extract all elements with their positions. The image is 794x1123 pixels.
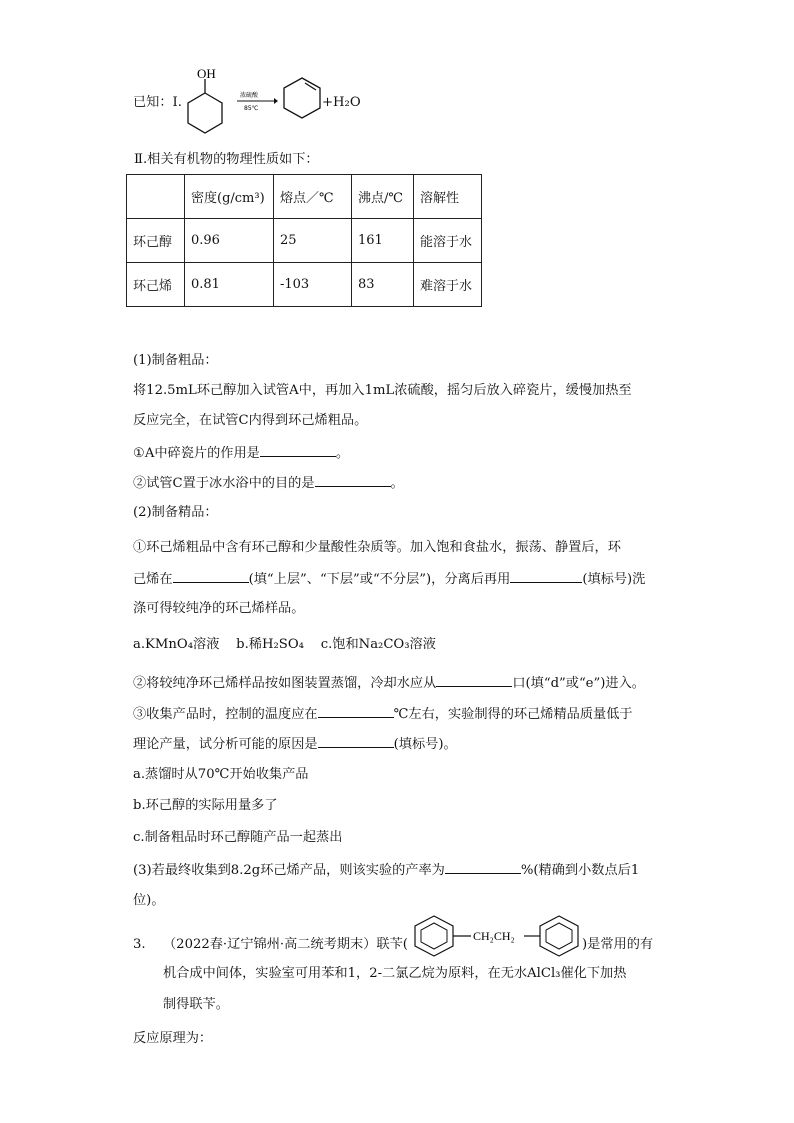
table-cell: 161 — [352, 219, 414, 263]
q3-text-a: (3)若最终收集到8.2g环己烯产品，则该实验的产率为 — [133, 863, 445, 878]
table-cell — [127, 175, 185, 219]
reason-b: b.环己醇的实际用量多了 — [133, 798, 278, 813]
answer-blank[interactable] — [510, 569, 582, 583]
option-b: b.稀H₂SO₄ — [236, 637, 304, 652]
answer-blank[interactable] — [318, 704, 394, 718]
q2a-text-c: (填标号)洗 — [582, 572, 646, 587]
q2b-text: ②将较纯净环己烯样品按如图装置蒸馏，冷却水应从 — [133, 676, 437, 691]
table-cell: 83 — [352, 263, 414, 307]
item3-line1-post: )是常用的有 — [582, 937, 654, 952]
table-cell: 沸点/℃ — [352, 175, 414, 219]
q2b — [133, 673, 645, 693]
table-cell: 环己烯 — [127, 263, 185, 307]
option-a: a.KMnO₄溶液 — [133, 637, 220, 652]
item3-number: 3. — [133, 937, 146, 952]
q2a-line1: ①环己烯粗品中含有环己醇和少量酸性杂质等。加入饱和食盐水，振荡、静置后，环 — [133, 540, 621, 555]
p1-line2: 反应完全，在试管C内得到环己烯粗品。 — [133, 413, 368, 428]
reaction-arrow — [236, 90, 278, 114]
item3-line1-pre: （2022春·辽宁锦州·高二统考期末）联苄( — [163, 937, 408, 952]
oh-label: OH — [197, 66, 216, 81]
answer-blank[interactable] — [318, 734, 394, 748]
q1b-end: 。 — [390, 476, 404, 491]
answer-blank[interactable] — [260, 443, 336, 457]
q1a-text: ①A中碎瓷片的作用是 — [133, 446, 260, 461]
q1b-text: ②试管C置于冰水浴中的目的是 — [133, 476, 315, 491]
q2a-line3: 涤可得较纯净的环己烯样品。 — [133, 601, 305, 616]
q2c-text-b: ℃左右，实验制得的环己烯精品质量低于 — [393, 707, 633, 722]
bibenzyl-structure — [410, 914, 584, 958]
reagent-top: 浓硫酸 — [240, 92, 259, 99]
q2c-text-c: 理论产量，试分析可能的原因是 — [133, 737, 318, 752]
reason-a: a.蒸馏时从70℃开始收集产品 — [133, 767, 309, 782]
table-cell: 难溶于水 — [414, 263, 482, 307]
given-label: 已知：Ⅰ. — [133, 95, 182, 110]
product-suffix: +H₂O — [322, 95, 361, 110]
answer-blank[interactable] — [436, 673, 512, 687]
reaction-title: 反应原理为： — [133, 1031, 213, 1046]
item3-line2: 机合成中间体，实验室可用苯和1，2-二氯乙烷为原料，在无水AlCl₃催化下加热 — [163, 966, 627, 981]
q3-text-b: %(精确到小数点后1 — [520, 863, 640, 878]
table-cell: 溶解性 — [414, 175, 482, 219]
q3-line2: 位)。 — [133, 893, 165, 908]
p1-title: (1)制备粗品： — [133, 353, 218, 368]
answer-blank[interactable] — [173, 569, 249, 583]
table-cell: 环己醇 — [127, 219, 185, 263]
q2a-text-b: (填“上层”、“下层”或“不分层”)，分离后再用 — [248, 572, 511, 587]
answer-blank[interactable] — [315, 473, 391, 487]
table-row — [127, 263, 482, 307]
p2-title: (2)制备精品： — [133, 505, 218, 520]
properties-table — [126, 174, 482, 307]
props-heading: Ⅱ.相关有机物的物理性质如下： — [134, 152, 319, 167]
item3-line3: 制得联苄。 — [163, 997, 229, 1012]
table-cell: 熔点／℃ — [274, 175, 352, 219]
table-cell: 25 — [274, 219, 352, 263]
p1-line1: 将12.5mL环己醇加入试管A中，再加入1mL浓硫酸，摇匀后放入碎瓷片，缓慢加热至 — [133, 383, 632, 398]
option-c: c.饱和Na₂CO₃溶液 — [320, 637, 436, 652]
table-cell: -103 — [274, 263, 352, 307]
reagent-bottom: 85℃ — [244, 105, 259, 112]
q2c-text-d: (填标号)。 — [393, 737, 457, 752]
table-cell: 0.96 — [185, 219, 274, 263]
reason-c: c.制备粗品时环己醇随产品一起蒸出 — [133, 830, 343, 845]
table-row — [127, 219, 482, 263]
q2a-text-a: 己烯在 — [133, 572, 173, 587]
q2a-line2 — [133, 569, 645, 589]
q2c-text-a: ③收集产品时，控制的温度应在 — [133, 707, 318, 722]
options-row — [133, 636, 436, 654]
table-header-row — [127, 175, 482, 219]
table-cell: 0.81 — [185, 263, 274, 307]
table-cell: 能溶于水 — [414, 219, 482, 263]
answer-blank[interactable] — [445, 860, 521, 874]
q3-line1 — [133, 860, 639, 880]
bibenzyl-link: CH₂CH₂ — [473, 929, 515, 943]
q1a — [133, 443, 349, 463]
q2b-end: 口(填“d”或“e”)进入。 — [512, 676, 645, 691]
cyclohexene-structure — [276, 70, 326, 132]
q2c-line1 — [133, 704, 633, 724]
q1b — [133, 473, 404, 493]
table-cell: 密度(g/cm³) — [185, 175, 274, 219]
q1a-end: 。 — [335, 446, 350, 461]
q2c-line2 — [133, 734, 457, 754]
